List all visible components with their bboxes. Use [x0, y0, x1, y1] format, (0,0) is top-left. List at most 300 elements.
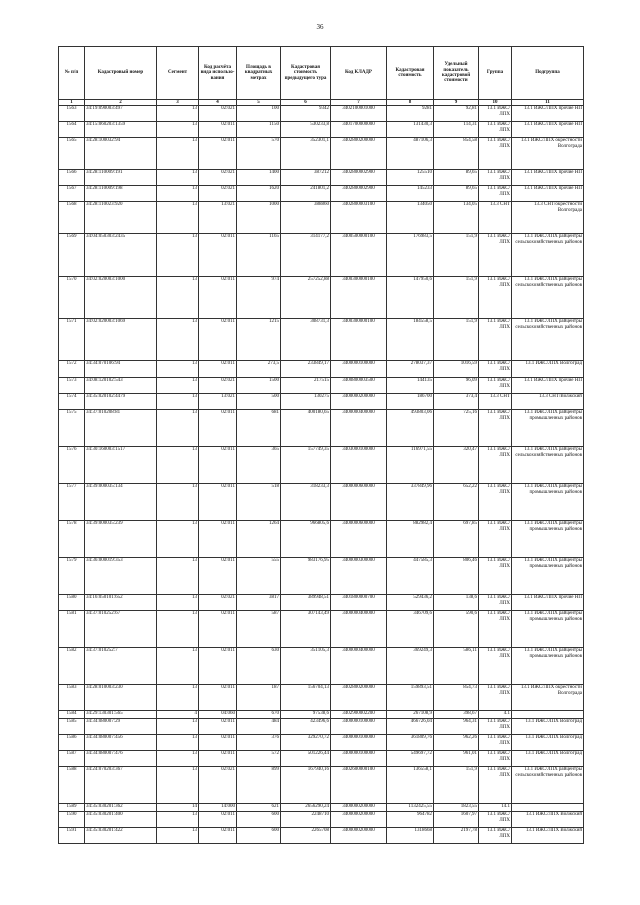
cadastral-number-cell: 34:08:120102:543	[85, 378, 157, 394]
previous-cost-cell: 318233,3	[281, 484, 331, 521]
usage-code-cell: 04:060	[199, 711, 237, 719]
segment-cell: 13	[157, 719, 199, 735]
subgroup-cell: 13.3 СНТ/окрестности Волгограда	[512, 202, 584, 234]
area-cell: 1500	[237, 378, 281, 394]
specific-cost-cell: 151,9	[434, 319, 479, 361]
group-cell: 13.1 ИЖС/ЛПХ	[479, 685, 512, 711]
header-cell: Подгруппа	[512, 47, 584, 100]
segment-cell: 13	[157, 202, 199, 234]
cadastral-cost-cell: 144135	[387, 378, 434, 394]
subgroup-cell: 13.1 ИЖС/ЛПХ райцентры промышленных районов	[512, 410, 584, 447]
subgroup-cell: 13.1 ИЖС/ЛПХ райцентры сельскохозяйственных районов	[512, 767, 584, 804]
subgroup-cell: 13.1 ИЖС/ЛПХ Волгоград	[512, 361, 584, 378]
table-row	[59, 394, 584, 410]
segment-cell: 13	[157, 410, 199, 447]
segment-cell: 13	[157, 394, 199, 410]
subgroup-cell: 13.1 ИЖС/ЛПХ Волжский	[512, 828, 584, 844]
cadastral-number-cell: 34:34:080007:456	[85, 735, 157, 751]
header-cell: Кадастровая стоимость	[387, 47, 434, 100]
segment-cell: 13	[157, 234, 199, 277]
cadastral-number-cell: 34:02:020003:1069	[85, 319, 157, 361]
column-number: 3	[157, 100, 199, 106]
row-number-cell: 1591	[59, 828, 85, 844]
page-number: 36	[316, 23, 324, 31]
specific-cost-cell: 151,9	[434, 767, 479, 804]
cadastral-cost-cell: 159893,51	[387, 685, 434, 711]
previous-cost-cell: 2656290,24	[281, 804, 331, 812]
cadastral-cost-cell: 176983,5	[387, 234, 434, 277]
table-row	[59, 138, 584, 170]
cadastral-cost-cell: 1318668	[387, 828, 434, 844]
specific-cost-cell: 854,58	[434, 138, 479, 170]
usage-code-cell: 02:011	[199, 521, 237, 558]
table-row	[59, 319, 584, 361]
cadastral-number-cell: 34:37:010252:7	[85, 648, 157, 685]
previous-cost-cell: 307143,49	[281, 611, 331, 648]
segment-cell: 14	[157, 804, 199, 812]
cadastral-number-cell: 34:37:010252:67	[85, 611, 157, 648]
table-row	[59, 378, 584, 394]
column-number: 7	[331, 100, 387, 106]
row-number-cell: 1575	[59, 410, 85, 447]
group-cell: 13.1 ИЖС/ЛПХ	[479, 484, 512, 521]
specific-cost-cell: 697,85	[434, 521, 479, 558]
usage-code-cell: 02:011	[199, 719, 237, 735]
group-cell: 13.1 ИЖС/ЛПХ	[479, 595, 512, 611]
table-row	[59, 828, 584, 844]
table-row	[59, 611, 584, 648]
cadastral-number-cell: 34:35:030201:400	[85, 812, 157, 828]
kladr-code-cell: 3400500000100	[331, 234, 387, 277]
cadastral-cost-cell: 131430,3	[387, 122, 434, 138]
specific-cost-cell: 1607,97	[434, 812, 479, 828]
cadastral-number-cell: 34:28:100032:94	[85, 138, 157, 170]
segment-cell: 13	[157, 170, 199, 186]
previous-cost-cell: 329270,72	[281, 735, 331, 751]
cadastral-number-cell: 34:35:030201:422	[85, 828, 157, 844]
row-number-cell: 1564	[59, 122, 85, 138]
group-cell: 13.1 ИЖС/ЛПХ	[479, 277, 512, 319]
subgroup-cell	[512, 711, 584, 719]
group-cell: 14.1	[479, 804, 512, 812]
usage-code-cell: 02:021	[199, 186, 237, 202]
cadastral-number-cell: 34:29:130301:565	[85, 711, 157, 719]
previous-cost-cell: 217515	[281, 378, 331, 394]
column-number: 11	[512, 100, 584, 106]
row-number-cell: 1578	[59, 521, 85, 558]
row-number-cell: 1563	[59, 106, 85, 122]
area-cell: 1215	[237, 319, 281, 361]
cadastral-number-cell: 34:28:110023:920	[85, 202, 157, 234]
cadastral-cost-cell: 361809,76	[387, 735, 434, 751]
previous-cost-cell: 157749,35	[281, 447, 331, 484]
specific-cost-cell: 138,6	[434, 595, 479, 611]
row-number-cell: 1565	[59, 138, 85, 170]
segment-cell: 13	[157, 611, 199, 648]
cadastral-number-cell: 34:28:110009:198	[85, 186, 157, 202]
specific-cost-cell: 961,01	[434, 751, 479, 767]
usage-code-cell: 02:011	[199, 319, 237, 361]
table-row	[59, 106, 584, 122]
group-cell: 13.1 ИЖС/ЛПХ	[479, 106, 512, 122]
cadastral-number-cell: 34:34:080007:476	[85, 751, 157, 767]
table-row	[59, 751, 584, 767]
segment-cell: 13	[157, 378, 199, 394]
previous-cost-cell: 130275	[281, 394, 331, 410]
kladr-code-cell: 3400000600000	[331, 484, 387, 521]
subgroup-cell	[512, 804, 584, 812]
group-cell: 13.1 ИЖС/ЛПХ	[479, 319, 512, 361]
column-number: 1	[59, 100, 85, 106]
group-cell: 13.1 ИЖС/ЛПХ	[479, 648, 512, 685]
kladr-code-cell: 3400000400000	[331, 611, 387, 648]
header-cell: Площадь в квадратных метрах	[237, 47, 281, 100]
subgroup-cell: 13.1 ИЖС/ЛПХ райцентры промышленных районов	[512, 521, 584, 558]
table-row	[59, 558, 584, 595]
table-row	[59, 447, 584, 484]
usage-code-cell: 02:011	[199, 138, 237, 170]
cadastral-cost-cell: 882982,4	[387, 521, 434, 558]
table-row	[59, 170, 584, 186]
cadastral-cost-cell: 136558,1	[387, 767, 434, 804]
area-cell: 187	[237, 685, 281, 711]
segment-cell: 13	[157, 277, 199, 319]
subgroup-cell: 13.1 ИЖС/ЛПХ райцентры промышленных районов	[512, 648, 584, 685]
usage-code-cell: 02:011	[199, 122, 237, 138]
usage-code-cell: 13:021	[199, 394, 237, 410]
segment-cell: 13	[157, 361, 199, 378]
kladr-code-cell: 3400000100000	[331, 751, 387, 767]
segment-cell: 13	[157, 319, 199, 361]
row-number-cell: 1569	[59, 234, 85, 277]
specific-cost-cell: 92,81	[434, 106, 479, 122]
previous-cost-cell: 257252,88	[281, 277, 331, 319]
table-row	[59, 812, 584, 828]
row-number-cell: 1582	[59, 648, 85, 685]
previous-cost-cell: 351105,3	[281, 648, 331, 685]
usage-code-cell: 02:021	[199, 106, 237, 122]
cadastral-cost-cell: 487106,3	[387, 138, 434, 170]
row-number-cell: 1579	[59, 558, 85, 595]
area-cell: 621	[237, 804, 281, 812]
row-number-cell: 1588	[59, 767, 85, 804]
specific-cost-cell: 806,46	[434, 558, 479, 595]
cadastral-cost-cell: 964782	[387, 812, 434, 828]
area-cell: 273,5	[237, 361, 281, 378]
group-cell: 13.1 ИЖС/ЛПХ	[479, 521, 512, 558]
previous-cost-cell: 167940,16	[281, 767, 331, 804]
usage-code-cell: 13:021	[199, 202, 237, 234]
area-cell: 3817	[237, 595, 281, 611]
kladr-code-cell: 3400000300000	[331, 558, 387, 595]
cadastral-cost-cell: 145233	[387, 186, 434, 202]
header-cell: Код КЛАДР	[331, 47, 387, 100]
cadastral-cost-cell: 278037,37	[387, 361, 434, 378]
area-cell: 630	[237, 648, 281, 685]
usage-code-cell: 02:011	[199, 735, 237, 751]
kladr-code-cell: 3400000200000	[331, 812, 387, 828]
segment-cell: 13	[157, 595, 199, 611]
row-number-cell: 1590	[59, 812, 85, 828]
previous-cost-cell: 2265708	[281, 828, 331, 844]
group-cell: 13.1 ИЖС/ЛПХ	[479, 447, 512, 484]
group-cell: 13.1 ИЖС/ЛПХ	[479, 735, 512, 751]
group-cell: 13.1 ИЖС/ЛПХ	[479, 138, 512, 170]
cadastral-cost-cell: 447585,3	[387, 558, 434, 595]
area-cell: 1264	[237, 521, 281, 558]
group-cell: 4.1	[479, 711, 512, 719]
usage-code-cell: 14:000	[199, 804, 237, 812]
kladr-code-cell: 3400000100000	[331, 719, 387, 735]
kladr-code-cell: 3402600000100	[331, 767, 387, 804]
row-number-cell: 1571	[59, 319, 85, 361]
previous-cost-cell: 352301,1	[281, 138, 331, 170]
group-cell: 13.1 ИЖС/ЛПХ	[479, 122, 512, 138]
cadastral-number-cell: 34:19:090003:497	[85, 106, 157, 122]
table-row	[59, 595, 584, 611]
previous-cost-cell: 9342	[281, 106, 331, 122]
subgroup-cell: 13.1 ИЖС/ЛПХ прочие НП	[512, 595, 584, 611]
specific-cost-cell: 652,22	[434, 484, 479, 521]
table-row	[59, 361, 584, 378]
column-number: 2	[85, 100, 157, 106]
cadastral-cost-cell: 184558,5	[387, 319, 434, 361]
column-number: 6	[281, 100, 331, 106]
cadastral-number-cell: 34:34:080007:29	[85, 719, 157, 735]
kladr-code-cell: 3402100001000	[331, 106, 387, 122]
row-number-cell: 1566	[59, 170, 85, 186]
previous-cost-cell: 983176,95	[281, 558, 331, 595]
specific-cost-cell: 151,9	[434, 234, 479, 277]
table-body	[59, 106, 584, 844]
subgroup-cell: 13.1 ИЖС/ЛПХ окрестности Волгограда	[512, 138, 584, 170]
previous-cost-cell: 389948,51	[281, 595, 331, 611]
usage-code-cell: 02:011	[199, 558, 237, 595]
table-row	[59, 648, 584, 685]
subgroup-cell: 13.1 ИЖС/ЛПХ Волгоград	[512, 735, 584, 751]
cadastral-cost-cell: 337849,96	[387, 484, 434, 521]
previous-cost-cell: 314177,2	[281, 234, 331, 277]
segment-cell: 13	[157, 447, 199, 484]
table-row	[59, 711, 584, 719]
table-row	[59, 202, 584, 234]
group-cell: 13.3 СНТ	[479, 394, 512, 410]
row-number-cell: 1584	[59, 711, 85, 719]
kladr-code-cell: 3403000100000	[331, 447, 387, 484]
area-cell: 365	[237, 447, 281, 484]
specific-cost-cell: 373,4	[434, 394, 479, 410]
row-number-cell: 1577	[59, 484, 85, 521]
previous-cost-cell: 97538,6	[281, 711, 331, 719]
usage-code-cell: 02:011	[199, 361, 237, 378]
cadastral-cost-cell: 134050	[387, 202, 434, 234]
specific-cost-cell: 2197,78	[434, 828, 479, 844]
cadastral-cost-cell: 466726,04	[387, 719, 434, 735]
table-row	[59, 410, 584, 447]
subgroup-cell: 13.1 ИЖС/ЛПХ прочие НП	[512, 106, 584, 122]
kladr-code-cell: 3400300000100	[331, 319, 387, 361]
subgroup-cell: 13.1 ИЖС/ЛПХ Волгоград	[512, 719, 584, 735]
subgroup-cell: 13.1 ИЖС/ЛПХ прочие НП	[512, 170, 584, 186]
cadastral-cost-cell: 493803,06	[387, 410, 434, 447]
cadastral-number-cell: 34:04:050303:2435	[85, 234, 157, 277]
cadastral-cost-cell: 116971,55	[387, 447, 434, 484]
table-row	[59, 685, 584, 711]
row-number-cell: 1568	[59, 202, 85, 234]
specific-cost-cell: 114,31	[434, 122, 479, 138]
segment-cell: 13	[157, 106, 199, 122]
previous-cost-cell: 423496,6	[281, 719, 331, 735]
cadastral-number-cell: 34:37:010208:81	[85, 410, 157, 447]
row-number-cell: 1570	[59, 277, 85, 319]
area-cell: 1620	[237, 186, 281, 202]
row-number-cell: 1586	[59, 735, 85, 751]
cadastral-cost-cell: 549697,72	[387, 751, 434, 767]
usage-code-cell: 02:011	[199, 828, 237, 844]
kladr-code-cell: 3400800003500	[331, 378, 387, 394]
segment-cell: 13	[157, 685, 199, 711]
row-number-cell: 1567	[59, 186, 85, 202]
usage-code-cell: 02:021	[199, 595, 237, 611]
table-row	[59, 234, 584, 277]
header-cell: Группа	[479, 47, 512, 100]
table-row	[59, 277, 584, 319]
kladr-code-cell: 3400000400000	[331, 648, 387, 685]
previous-cost-cell: 387212	[281, 170, 331, 186]
table-row	[59, 735, 584, 751]
subgroup-cell: 13.1 ИЖС/ЛПХ райцентры промышленных районов	[512, 484, 584, 521]
specific-cost-cell: 962,26	[434, 735, 479, 751]
subgroup-cell: 13.1 ИЖС/ЛПХ райцентры сельскохозяйственных районов	[512, 447, 584, 484]
previous-cost-cell: 400180,65	[281, 410, 331, 447]
usage-code-cell: 02:011	[199, 484, 237, 521]
header-cell: № п/п	[59, 47, 85, 100]
subgroup-cell: 13.1 ИЖС/ЛПХ окрестности Волгограда	[512, 685, 584, 711]
segment-cell: 13	[157, 122, 199, 138]
previous-cost-cell: 308731,3	[281, 319, 331, 361]
row-number-cell: 1581	[59, 611, 85, 648]
cadastral-cost-cell: 186700	[387, 394, 434, 410]
specific-cost-cell: 725,16	[434, 410, 479, 447]
cadastral-cost-cell: 9281	[387, 106, 434, 122]
area-cell: 974	[237, 277, 281, 319]
specific-cost-cell: 89,65	[434, 170, 479, 186]
usage-code-cell: 02:011	[199, 410, 237, 447]
subgroup-cell: 13.1 ИЖС/ЛПХ прочие НП	[512, 122, 584, 138]
column-number: 5	[237, 100, 281, 106]
subgroup-cell: 13.1 ИЖС/ЛПХ Волгоград	[512, 751, 584, 767]
subgroup-cell: 13.1 ИЖС/ЛПХ райцентры промышленных районов	[512, 611, 584, 648]
subgroup-cell: 13.1 ИЖС/ЛПХ прочие НП	[512, 186, 584, 202]
cadastral-number-cell: 34:30:160003:1517	[85, 447, 157, 484]
subgroup-cell: 13.1 ИЖС/ЛПХ райцентры сельскохозяйственных районов	[512, 234, 584, 277]
table-row	[59, 521, 584, 558]
specific-cost-cell: 590,6	[434, 611, 479, 648]
area-cell: 518	[237, 484, 281, 521]
area-cell: 555	[237, 558, 281, 595]
specific-cost-cell: 151,9	[434, 277, 479, 319]
column-number: 9	[434, 100, 479, 106]
specific-cost-cell: 1016,59	[434, 361, 479, 378]
area-cell: 570	[237, 138, 281, 170]
usage-code-cell: 02:021	[199, 378, 237, 394]
subgroup-cell: 13.1 ИЖС/ЛПХ райцентры промышленных районов	[512, 558, 584, 595]
segment-cell: 13	[157, 828, 199, 844]
group-cell: 13.1 ИЖС/ЛПХ	[479, 361, 512, 378]
cadastral-number-cell: 34:34:070106:94	[85, 361, 157, 378]
area-cell: 587	[237, 611, 281, 648]
cadastral-number-cell: 34:39:000035:134	[85, 484, 157, 521]
specific-cost-cell: 398,67	[434, 711, 479, 719]
segment-cell: 13	[157, 558, 199, 595]
previous-cost-cell: 966805,6	[281, 521, 331, 558]
group-cell: 13.3 СНТ	[479, 202, 512, 234]
kladr-code-cell: 3402800002900	[331, 186, 387, 202]
segment-cell: 13	[157, 735, 199, 751]
kladr-code-cell: 3402800002900	[331, 170, 387, 186]
area-cell: 1165	[237, 234, 281, 277]
previous-cost-cell: 2248710	[281, 812, 331, 828]
group-cell: 13.1 ИЖС/ЛПХ	[479, 378, 512, 394]
previous-cost-cell: 501226,44	[281, 751, 331, 767]
kladr-code-cell: 3400000100000	[331, 361, 387, 378]
usage-code-cell: 02:011	[199, 234, 237, 277]
kladr-code-cell: 3400000200000	[331, 394, 387, 410]
segment-cell: 13	[157, 521, 199, 558]
area-cell: 899	[237, 767, 281, 804]
group-cell: 13.1 ИЖС/ЛПХ	[479, 751, 512, 767]
cadastral-cost-cell: 369249,3	[387, 648, 434, 685]
cadastral-number-cell: 34:15:060203:1359	[85, 122, 157, 138]
area-cell: 1000	[237, 202, 281, 234]
group-cell: 13.1 ИЖС/ЛПХ	[479, 170, 512, 186]
cadastral-number-cell: 34:35:020102:4479	[85, 394, 157, 410]
header-cell: Кадастровая стоимость предыдущего тура	[281, 47, 331, 100]
table-row	[59, 186, 584, 202]
segment-cell: 13	[157, 186, 199, 202]
cadastral-table	[58, 46, 584, 844]
previous-cost-cell: 388860	[281, 202, 331, 234]
usage-code-cell: 02:011	[199, 751, 237, 767]
group-cell: 13.1 ИЖС/ЛПХ	[479, 767, 512, 804]
group-cell: 13.1 ИЖС/ЛПХ	[479, 558, 512, 595]
segment-cell: 4	[157, 711, 199, 719]
specific-cost-cell: 854,73	[434, 685, 479, 711]
segment-cell: 13	[157, 751, 199, 767]
specific-cost-cell: 134,05	[434, 202, 479, 234]
usage-code-cell: 02:011	[199, 685, 237, 711]
usage-code-cell: 02:011	[199, 277, 237, 319]
row-number-cell: 1572	[59, 361, 85, 378]
cadastral-cost-cell: 125510	[387, 170, 434, 186]
specific-cost-cell: 320,47	[434, 447, 479, 484]
table-row	[59, 122, 584, 138]
kladr-code-cell: 3400000200000	[331, 804, 387, 812]
row-number-cell: 1589	[59, 804, 85, 812]
row-number-cell: 1573	[59, 378, 85, 394]
area-cell: 600	[237, 812, 281, 828]
specific-cost-cell: 89,65	[434, 186, 479, 202]
column-number: 10	[479, 100, 512, 106]
row-number-cell: 1585	[59, 719, 85, 735]
kladr-code-cell: 3400000400000	[331, 410, 387, 447]
table-row	[59, 767, 584, 804]
kladr-code-cell: 3400000200000	[331, 828, 387, 844]
segment-cell: 13	[157, 648, 199, 685]
header-cell: Удельный показатель кадастровой стоимости	[434, 47, 479, 100]
row-number-cell: 1583	[59, 685, 85, 711]
kladr-code-cell: 3402800200000	[331, 685, 387, 711]
